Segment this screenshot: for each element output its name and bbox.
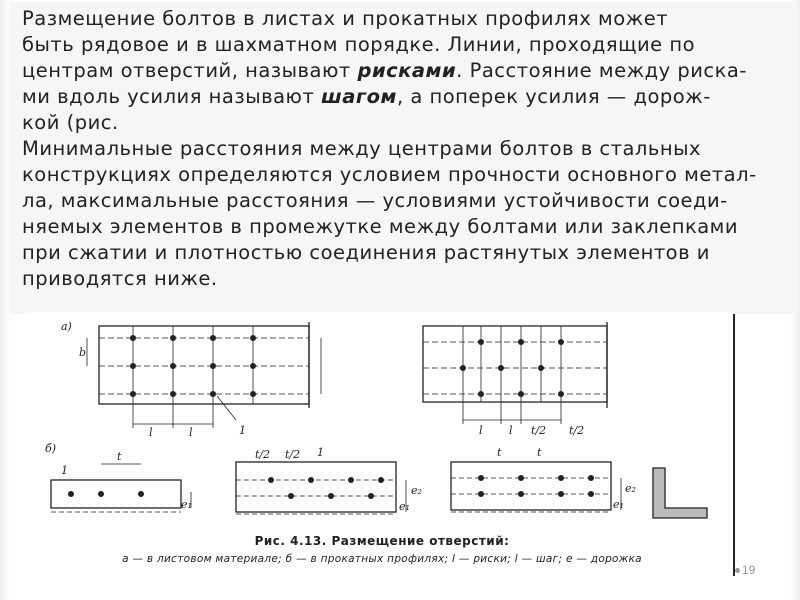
dim-e2-label: e₂ bbox=[411, 484, 422, 497]
text-line: ла, максимальные расстояния — условиями устойчивости соеди- bbox=[22, 189, 728, 212]
text-line: ми вдоль усилия называют шагом, а поперек усилия — дорож- bbox=[22, 85, 711, 108]
page-bullet-icon bbox=[735, 568, 740, 573]
text-line: центрам отверстий, называют рисками. Расстояние между риска- bbox=[22, 59, 747, 82]
callout-1: 1 bbox=[61, 464, 68, 477]
text-line: Минимальные расстояния между центрами болтов в стальных bbox=[22, 137, 702, 160]
bolt-holes bbox=[68, 335, 594, 499]
dim-e1-label: e₁ bbox=[613, 498, 624, 511]
dim-l-label: l bbox=[479, 424, 483, 437]
text-line: быть рядовое и в шахматном порядке. Линии, проходящие по bbox=[22, 33, 696, 56]
term-riski: рисками bbox=[357, 59, 457, 82]
term-shag: шагом bbox=[321, 85, 397, 108]
figure-caption-legend: а — в листовом материале; б — в прокатных профилях; l — риски; l — шаг; е — дорожка bbox=[122, 553, 642, 565]
figure-caption-title: Рис. 4.13. Размещение отверстий: bbox=[254, 534, 510, 548]
label-b: б) bbox=[45, 442, 57, 455]
page-number: 19 bbox=[742, 563, 756, 577]
dim-t-label: t bbox=[117, 450, 122, 463]
label-a: а) bbox=[61, 320, 72, 333]
dim-half-t-label: t/2 bbox=[255, 448, 271, 461]
text-block bbox=[10, 2, 796, 314]
divider-line bbox=[733, 314, 735, 576]
dim-half-t-label: t/2 bbox=[569, 424, 585, 437]
profile-strip-1 bbox=[51, 464, 191, 512]
dim-e2-label: e₂ bbox=[625, 482, 636, 495]
text-line: кой (рис. bbox=[22, 111, 119, 134]
text-line: конструкциях определяются условием прочности основного метал- bbox=[22, 163, 757, 186]
dim-l-label: l bbox=[509, 424, 513, 437]
callout-1: 1 bbox=[239, 424, 246, 437]
text-line: няемых элементов в промежутке между болтами или заклепками bbox=[22, 215, 739, 238]
dim-t-label: t bbox=[497, 446, 502, 459]
dim-l-label: l bbox=[149, 426, 153, 439]
profile-strip-3 bbox=[451, 462, 621, 512]
dim-b-label: b bbox=[79, 346, 87, 359]
figure-hole-placement bbox=[31, 312, 733, 578]
paragraph-bolt-placement bbox=[22, 6, 794, 136]
dim-e1-label: e₁ bbox=[181, 498, 192, 511]
paragraph-min-distances bbox=[22, 136, 794, 292]
dim-e1-label: e₁ bbox=[399, 500, 410, 513]
callout-1: 1 bbox=[317, 446, 324, 459]
dim-l-label: l bbox=[189, 426, 193, 439]
text-line: приводятся ниже. bbox=[22, 267, 218, 290]
dim-half-t-label: t/2 bbox=[285, 448, 301, 461]
text-line: Размещение болтов в листах и прокатных профилях может bbox=[22, 7, 669, 30]
plate-staggered bbox=[423, 322, 607, 424]
text-line: при сжатии и плотностью соединения растянутых элементов и bbox=[22, 241, 710, 264]
plate-regular-grid bbox=[87, 322, 321, 428]
dim-t-label: t bbox=[537, 446, 542, 459]
dim-half-t-label: t/2 bbox=[531, 424, 547, 437]
angle-profile-section bbox=[653, 468, 707, 518]
profile-strip-2 bbox=[236, 462, 406, 514]
